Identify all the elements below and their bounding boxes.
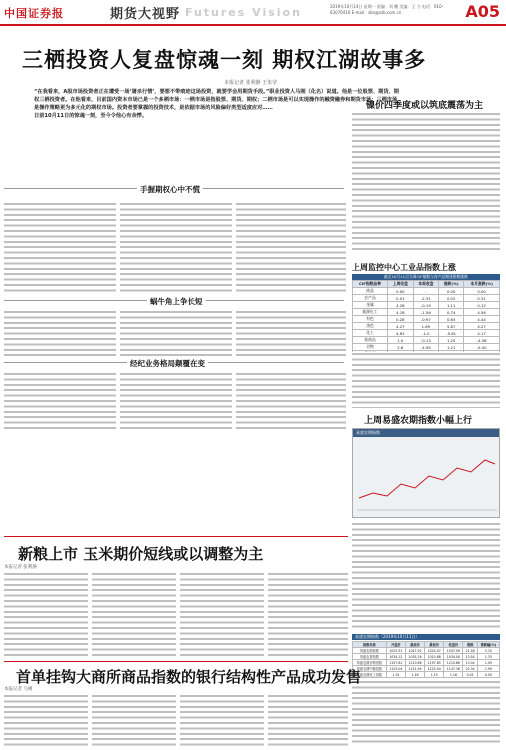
table-cell: 1197.81 — [386, 660, 405, 666]
section-rule — [4, 661, 348, 662]
nickel-article-body — [352, 112, 500, 252]
table-cell: 0.05 — [477, 672, 499, 678]
table-header: 最高价 — [405, 642, 424, 648]
corn-column-4 — [268, 572, 348, 658]
table-cell: 1.25 — [439, 337, 464, 344]
subhead-options: 手握期权心中不慌 — [137, 184, 203, 195]
table-cell: 0.00 — [464, 288, 500, 295]
table-cell: 商品 — [353, 288, 388, 295]
table-cell: -2.31 — [413, 295, 439, 302]
table-cell: 易盛农基指数 — [353, 654, 387, 660]
table-cell: 4.27 — [464, 323, 500, 330]
table-header-row — [353, 281, 500, 288]
table-header: 最低价 — [425, 642, 444, 648]
table-header: 本月涨跌(%) — [464, 281, 500, 288]
side-headline-zce: 上周易盛农期指数小幅上行 — [364, 416, 473, 426]
zce-index-screenshot — [352, 428, 500, 518]
table-cell: 0.63 — [439, 316, 464, 323]
struct-column-1 — [4, 694, 88, 748]
lead-intro — [34, 88, 402, 120]
corn-column-2 — [92, 572, 176, 658]
table-cell: 易盛农期化工指数 — [353, 672, 387, 678]
table-cell: 化工 — [353, 330, 388, 337]
table-row — [353, 316, 500, 323]
lead-column-4 — [4, 310, 116, 358]
masthead: 中国证券报 — [4, 7, 64, 20]
lead-column-7 — [4, 372, 116, 432]
lead-column-6 — [236, 310, 346, 358]
table-cell: -5.61 — [439, 330, 464, 337]
table-header: 收盘价 — [444, 642, 463, 648]
column-name: 期货大视野 — [110, 7, 181, 22]
zce-table-note — [352, 680, 500, 746]
table-cell: 易盛农期谷物指数 — [353, 660, 387, 666]
table-row — [353, 330, 500, 337]
table-cell: 0.02 — [439, 295, 464, 302]
table-cell: -4.36 — [464, 337, 500, 344]
side-headline-nickel: 镍价四季度或以筑底震荡为主 — [366, 101, 484, 111]
table-cell: 2.10 — [477, 648, 499, 654]
table-row — [353, 309, 500, 316]
table-cell: -0.40 — [464, 344, 500, 351]
zce-article-body — [352, 522, 500, 630]
table-cell: 1210.86 — [405, 660, 424, 666]
table-cell: 1.09 — [477, 660, 499, 666]
table-cell: -0.19 — [413, 302, 439, 309]
table-cell: 有色 — [353, 316, 388, 323]
struct-column-3 — [180, 694, 264, 748]
table-cell: 1210.86 — [444, 660, 463, 666]
page-header — [0, 0, 506, 26]
lead-intro-text: “在我看来，A股市场投资者正在遭受一场‘屠杀行情’，要想不带痕迹这场投资，就要学会用期货手段。”职业投资人马刚（化名）说道。他是一位股票、期货、期权三栖投资者。在他看来，目前国内资本市场已是一个多栖市场：一栖市场是指股票、期货、期权；二栖市场是可以实现操作的融资融券和期货市场；三栖市场是操作策略更为多元化的期权市场。投资者要掌握的投资技术，是依据市场的风险偏好类型适度应对…… — [34, 89, 399, 111]
table-cell: 金属 — [353, 302, 388, 309]
page-number: A05 — [465, 2, 500, 21]
table-cell: -0.97 — [413, 316, 439, 323]
table-row — [353, 323, 500, 330]
table-cell: 1.33 — [477, 654, 499, 660]
subhead-brokerage: 经纪业务格局颠覆在变 — [127, 358, 208, 369]
table-cell: 1024.07 — [425, 648, 444, 654]
index-line — [359, 460, 495, 498]
cif-table-caption: 截至10月11日当周CIF指数与各产品期货指数涨跌 — [352, 274, 500, 280]
table-cell: 1.69 — [413, 323, 439, 330]
table-cell: 易盛农期指数 — [353, 648, 387, 654]
headline-structured-product: 首单挂钩大商所商品指数的银行结构性产品成功发售 — [16, 668, 362, 686]
table-cell: 1.99 — [477, 666, 499, 672]
lead-column-9 — [236, 372, 346, 432]
table-header: 本周收盘 — [413, 281, 439, 288]
zce-index-chart — [353, 438, 501, 518]
table-cell: - — [413, 288, 439, 295]
cif-article-body — [352, 352, 500, 408]
table-cell: -1.0 — [413, 330, 439, 337]
cif-index-table — [352, 280, 500, 358]
table-cell: 1034.00 — [444, 654, 463, 660]
table-cell: 1025.51 — [386, 648, 405, 654]
table-header: 开盘价 — [386, 642, 405, 648]
table-header: 上周收盘 — [388, 281, 414, 288]
table-cell: 0.12 — [464, 302, 500, 309]
side-headline-cif: 上周监控中心工业品指数上涨 — [352, 263, 456, 272]
table-cell: 1151.94 — [405, 666, 424, 672]
subhead-snail: 蜗牛角上争长短 — [147, 296, 206, 307]
table-cell: 1125.04 — [425, 666, 444, 672]
table-header: 指数名称 — [353, 642, 387, 648]
byline-corn: 本报记者 张利静 — [4, 565, 37, 570]
byline-structured: 本报记者 马刚 — [4, 687, 33, 692]
table-cell: 能源化工 — [353, 309, 388, 316]
table-row — [353, 302, 500, 309]
screenshot-title: 易盛农期指数 — [353, 429, 499, 437]
table-cell: 13.04 — [463, 660, 477, 666]
lead-column-1 — [4, 202, 116, 292]
table-cell: 4.28 — [388, 302, 414, 309]
table-cell: 0.28 — [388, 316, 414, 323]
table-cell: 5.87 — [439, 323, 464, 330]
table-cell: 4.17 — [464, 330, 500, 337]
table-cell: 1.15 — [425, 672, 444, 678]
table-cell: 1034.12 — [386, 654, 405, 660]
zce-index-table — [352, 641, 500, 678]
table-cell: 易盛农期中粮指数 — [353, 666, 387, 672]
table-cell: 4.18 — [388, 309, 414, 316]
section-rule — [4, 536, 348, 537]
table-row — [353, 672, 500, 678]
lead-column-5 — [120, 310, 232, 358]
table-cell: 4.44 — [464, 316, 500, 323]
table-cell: 4.63 — [388, 330, 414, 337]
table-row — [353, 337, 500, 344]
struct-column-4 — [268, 694, 348, 748]
table-cell: 1.21 — [439, 344, 464, 351]
table-cell: 0.74 — [439, 309, 464, 316]
table-cell: 0.00 — [439, 288, 464, 295]
page-meta: 2019年10月14日 星期一 责编：刘 鹏 美编：王 力 电话：010-63070416 E-mail：zbs@zzb.com.cn — [330, 4, 444, 15]
table-cell: 1047.92 — [405, 648, 424, 654]
table-row — [353, 288, 500, 295]
lead-intro-date: 日前10月11日的惊魂一刻，至今令他心有余悸。 — [34, 113, 148, 119]
table-cell: 黑色 — [353, 323, 388, 330]
table-cell: 软商品 — [353, 337, 388, 344]
column-name-en: Futures Vision — [185, 6, 302, 19]
lead-column-8 — [120, 372, 232, 432]
table-cell: 21.58 — [463, 648, 477, 654]
table-cell: 谷物 — [353, 344, 388, 351]
table-cell: -0.13 — [413, 337, 439, 344]
corn-column-1 — [4, 572, 88, 658]
table-cell: 22.34 — [463, 666, 477, 672]
table-cell: 4.27 — [388, 323, 414, 330]
table-cell: -1.56 — [413, 309, 439, 316]
table-cell: 1147.38 — [444, 666, 463, 672]
zce-table-caption: 易盛农期指数（2019年10月11日） — [352, 634, 500, 640]
table-cell: 13.54 — [463, 654, 477, 660]
lead-column-2 — [120, 202, 232, 292]
table-cell: 1047.09 — [444, 648, 463, 654]
table-cell: 2.8 — [388, 344, 414, 351]
table-cell: 1.11 — [439, 302, 464, 309]
table-cell: 1.16 — [405, 672, 424, 678]
table-header: 涨跌(%) — [439, 281, 464, 288]
table-header: CIF指数品种 — [353, 281, 388, 288]
table-cell: 1197.85 — [425, 660, 444, 666]
table-cell: 1.16 — [444, 672, 463, 678]
table-cell: 1.0 — [388, 337, 414, 344]
struct-column-2 — [92, 694, 176, 748]
table-header: 涨跌幅(%) — [477, 642, 499, 648]
headline-corn: 新粮上市 玉米期价短线或以调整为主 — [18, 545, 264, 563]
table-header: 涨跌 — [463, 642, 477, 648]
table-cell: 1010.88 — [425, 654, 444, 660]
table-cell: 0.00 — [388, 288, 414, 295]
table-cell: 4.56 — [464, 309, 500, 316]
table-cell: 0.01 — [388, 295, 414, 302]
table-cell: -4.95 — [413, 344, 439, 351]
table-cell: 1125.04 — [386, 666, 405, 672]
table-row — [353, 344, 500, 351]
table-cell: 1.15 — [386, 672, 405, 678]
table-row — [353, 295, 500, 302]
lead-column-3 — [236, 202, 346, 292]
corn-column-3 — [180, 572, 264, 658]
table-cell: 0.31 — [464, 295, 500, 302]
lead-byline: 本报记者 张利静 王朱莹 — [224, 80, 278, 86]
table-cell: 0.01 — [463, 672, 477, 678]
table-cell: 农产品 — [353, 295, 388, 302]
table-cell: 1035.26 — [405, 654, 424, 660]
lead-headline: 三栖投资人复盘惊魂一刻 期权江湖故事多 — [22, 48, 427, 72]
